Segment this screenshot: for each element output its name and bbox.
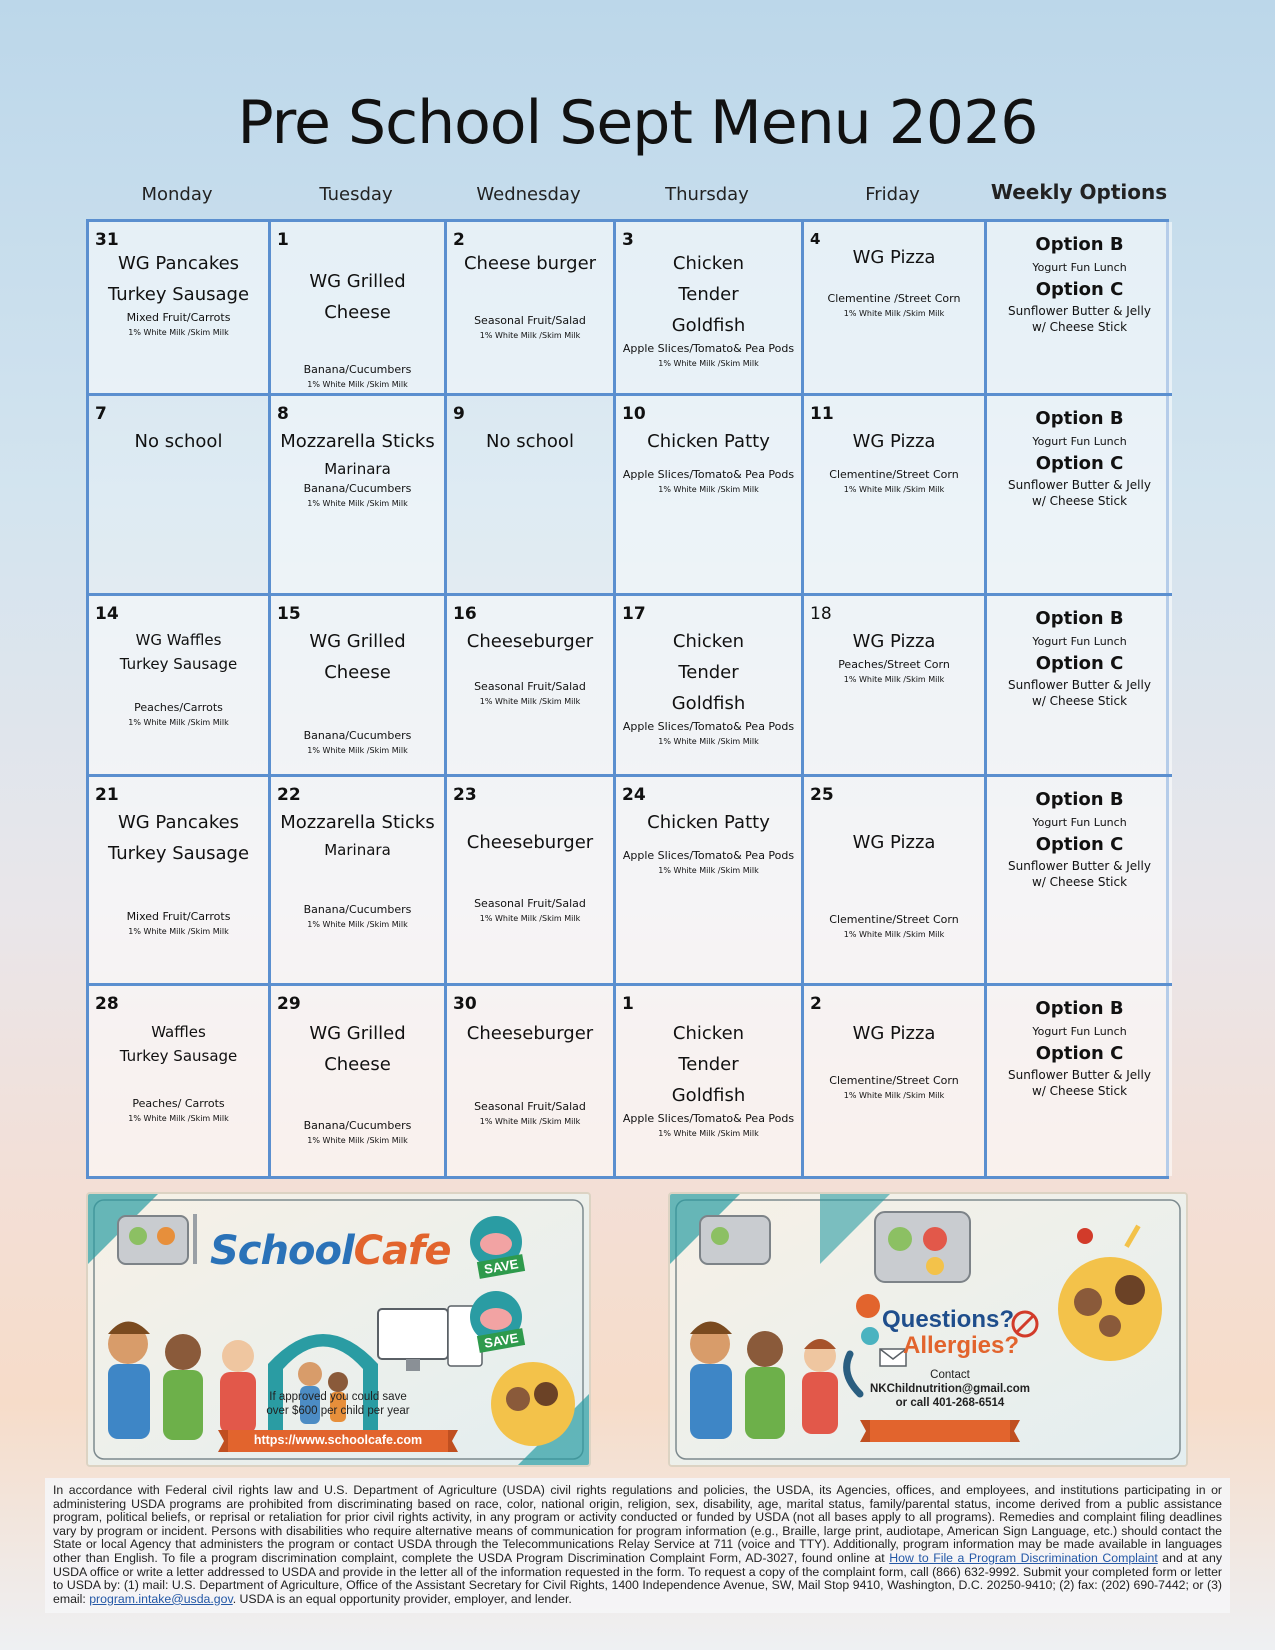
- milk-options: 1% White Milk /Skim Milk: [128, 328, 229, 337]
- entree-sauce: Marinara: [324, 841, 391, 859]
- no-school-label: No school: [134, 431, 223, 452]
- entree: WG Pizza: [852, 247, 936, 268]
- side-items: Clementine /Street Corn: [827, 292, 961, 305]
- side-items: Apple Slices/Tomato& Pea Pods: [622, 849, 795, 862]
- milk-options: 1% White Milk /Skim Milk: [307, 380, 408, 389]
- option-b-label: Option B: [1035, 998, 1124, 1019]
- entree: Goldfish: [671, 1085, 746, 1106]
- weekly-options-cell: [987, 596, 1172, 777]
- no-school-label: No school: [486, 431, 574, 452]
- milk-options: 1% White Milk /Skim Milk: [479, 697, 581, 706]
- weekly-options-cell: [987, 222, 1172, 396]
- option-c-label: Option C: [1035, 834, 1124, 855]
- save-badge: SAVE: [477, 1328, 526, 1353]
- day-number: 7: [95, 404, 107, 424]
- option-c-label: Option C: [1035, 279, 1124, 300]
- milk-options: 1% White Milk /Skim Milk: [128, 1114, 229, 1123]
- milk-options: 1% White Milk /Skim Milk: [307, 1136, 408, 1145]
- option-c-desc: Sunflower Butter & Jelly: [1008, 1068, 1151, 1082]
- milk-options: 1% White Milk /Skim Milk: [843, 675, 945, 684]
- entree: WG Pizza: [852, 431, 936, 452]
- day-number: 17: [622, 604, 646, 624]
- day-number: 23: [453, 785, 477, 805]
- day-cell: [89, 396, 271, 596]
- entree: Turkey Sausage: [107, 284, 250, 305]
- side-items: Seasonal Fruit/Salad: [474, 314, 586, 327]
- entree: WG Waffles: [135, 631, 222, 649]
- day-cell: [447, 222, 616, 396]
- option-c-label: Option C: [1035, 1043, 1124, 1064]
- option-c-desc: w/ Cheese Stick: [1031, 320, 1128, 334]
- day-cell: [804, 777, 987, 986]
- entree: WG Grilled: [309, 631, 406, 652]
- day-cell: [271, 222, 447, 396]
- side-items: Peaches/ Carrots: [132, 1097, 225, 1110]
- day-cell: [271, 596, 447, 777]
- disclaimer-text: . USDA is an equal opportunity provider, employer, and lender.: [232, 1591, 572, 1606]
- side-items: Apple Slices/Tomato& Pea Pods: [622, 468, 795, 481]
- day-cell: [89, 777, 271, 986]
- entree: WG Pizza: [852, 631, 936, 652]
- milk-options: 1% White Milk /Skim Milk: [658, 359, 759, 368]
- entree: Turkey Sausage: [107, 843, 250, 864]
- questions-allergies-banner: [668, 1192, 1188, 1467]
- day-cell: [804, 396, 987, 596]
- entree: Tender: [678, 1054, 739, 1075]
- day-cell: [616, 986, 804, 1176]
- entree: Turkey Sausage: [119, 1047, 238, 1065]
- day-number: 4: [810, 230, 821, 248]
- option-b-desc: Yogurt Fun Lunch: [1032, 261, 1127, 274]
- option-c-desc: Sunflower Butter & Jelly: [1008, 304, 1151, 318]
- milk-options: 1% White Milk /Skim Milk: [658, 737, 759, 746]
- entree: WG Pancakes: [117, 812, 240, 833]
- day-cell: [616, 777, 804, 986]
- milk-options: 1% White Milk /Skim Milk: [307, 746, 408, 755]
- page-title: Pre School Sept Menu 2026: [237, 88, 1038, 158]
- entree: Cheese: [324, 302, 391, 323]
- entree: Tender: [678, 662, 739, 683]
- side-items: Seasonal Fruit/Salad: [474, 897, 586, 910]
- side-items: Clementine/Street Corn: [829, 468, 959, 481]
- side-items: Mixed Fruit/Carrots: [126, 311, 231, 324]
- milk-options: 1% White Milk /Skim Milk: [479, 914, 581, 923]
- option-c-desc: Sunflower Butter & Jelly: [1008, 478, 1151, 492]
- milk-options: 1% White Milk /Skim Milk: [843, 930, 945, 939]
- header-monday: Monday: [141, 184, 213, 205]
- milk-options: 1% White Milk /Skim Milk: [128, 927, 229, 936]
- entree: Chicken Patty: [647, 812, 770, 833]
- option-b-label: Option B: [1035, 408, 1124, 429]
- disclaimer-text: In accordance with Federal civil rights law and U.S. Department of Agriculture (USDA) civil rights regulations and policies, the USDA, its Agencies, offices, and employees, and institutions participating in or administering USDA programs are prohibited from discriminating based on race, color, national origin, religion, sex, disability, age, marital status, family/parental status, income derived from a public assistance program, political beliefs, or reprisal or retaliation for prior civil rights activity, in any program or activity conducted or funded by USDA (not all bases apply to all programs). Remedies and complaint filing deadlines vary by program or incident. Persons with disabilities who require alternative means of communication for program information (e.g., Braille, large print, audiotape, American Sign Language, etc.) should contact the State or local Agency that administers the program or contact USDA through the Telecommunications Relay Service at 711 (voice and TTY). Additionally, program information may be made available in languages other than English. To file a program discrimination complaint, complete the USDA Program Discrimination Complaint Form, AD-3027, found online at: [53, 1483, 1222, 1565]
- option-c-desc: Sunflower Butter & Jelly: [1008, 859, 1151, 873]
- header-tuesday: Tuesday: [319, 184, 393, 205]
- option-c-label: Option C: [1035, 653, 1124, 674]
- entree: WG Pizza: [852, 1023, 936, 1044]
- day-cell: [447, 777, 616, 986]
- schoolcafe-banner: [86, 1192, 591, 1467]
- option-b-label: Option B: [1035, 608, 1124, 629]
- option-b-desc: Yogurt Fun Lunch: [1032, 1025, 1127, 1038]
- side-items: Seasonal Fruit/Salad: [474, 1100, 586, 1113]
- allergies-heading: Allergies?: [903, 1332, 1020, 1359]
- entree: Goldfish: [671, 693, 746, 714]
- usda-disclaimer: [45, 1478, 1230, 1613]
- contact-block: [860, 1368, 1040, 1410]
- option-c-label: Option C: [1035, 453, 1124, 474]
- option-b-label: Option B: [1035, 234, 1124, 255]
- milk-options: 1% White Milk /Skim Milk: [658, 1129, 759, 1138]
- savings-line-2: over $600 per child per year: [266, 1405, 410, 1417]
- option-c-desc: w/ Cheese Stick: [1031, 875, 1128, 889]
- day-cell: [89, 596, 271, 777]
- day-number: 2: [453, 230, 465, 250]
- milk-options: 1% White Milk /Skim Milk: [843, 1091, 945, 1100]
- header-wednesday: Wednesday: [476, 184, 581, 205]
- day-number: 21: [95, 785, 119, 805]
- side-items: Banana/Cucumbers: [303, 1119, 412, 1132]
- disclaimer-text: and at any USDA office or write a letter addressed to USDA and provide in the letter all of the information requested in the form. To request a copy of the complaint form, call (866) 632-9992. Submit your completed form or letter to USDA by: (1) mail: U.S. Department of Agriculture, Office of the Assistant Secretary for Civil Rights, 1400 Independence Avenue, SW, Mail Stop 9410, Washington, D.C. 20250-9410; (2) fax: (202) 690-7442; or (3) email:: [53, 1550, 1222, 1606]
- side-items: Peaches/Carrots: [134, 701, 223, 714]
- header-thursday: Thursday: [665, 184, 749, 205]
- day-number: 2: [810, 994, 822, 1014]
- option-b-desc: Yogurt Fun Lunch: [1032, 435, 1127, 448]
- entree: Mozzarella Sticks: [280, 812, 435, 833]
- weekly-options-cell: [987, 396, 1172, 596]
- contact-phone[interactable]: or call 401-268-6514: [895, 1397, 1005, 1409]
- day-number: 9: [453, 404, 465, 424]
- contact-email[interactable]: NKChildnutrition@gmail.com: [869, 1383, 1031, 1395]
- side-items: Mixed Fruit/Carrots: [126, 910, 231, 923]
- side-items: Apple Slices/Tomato& Pea Pods: [622, 1112, 795, 1125]
- milk-options: 1% White Milk /Skim Milk: [479, 1117, 581, 1126]
- entree: Cheeseburger: [466, 1023, 594, 1044]
- day-cell: [804, 596, 987, 777]
- schoolcafe-logo: [210, 1228, 451, 1274]
- day-cell: [447, 396, 616, 596]
- entree-sauce: Marinara: [324, 460, 391, 478]
- milk-options: 1% White Milk /Skim Milk: [843, 309, 945, 318]
- day-number: 22: [277, 785, 301, 805]
- day-cell: [616, 222, 804, 396]
- entree: Chicken: [672, 631, 745, 652]
- day-number: 8: [277, 404, 289, 424]
- day-cell: [271, 986, 447, 1176]
- day-cell: [616, 396, 804, 596]
- day-number: 15: [277, 604, 301, 624]
- milk-options: 1% White Milk /Skim Milk: [128, 718, 229, 727]
- complaint-link[interactable]: How to File a Program Discrimination Complaint: [889, 1550, 1158, 1565]
- day-cell: [89, 986, 271, 1176]
- option-c-desc: w/ Cheese Stick: [1031, 494, 1128, 508]
- schoolcafe-url[interactable]: https://www.schoolcafe.com: [253, 1433, 423, 1447]
- day-number: 3: [622, 230, 634, 250]
- usda-email-link[interactable]: program.intake@usda.gov: [89, 1591, 233, 1606]
- entree: Cheese: [324, 1054, 391, 1075]
- day-number: 16: [453, 604, 477, 624]
- option-b-desc: Yogurt Fun Lunch: [1032, 635, 1127, 648]
- menu-calendar: [86, 219, 1169, 1179]
- day-number: 10: [622, 404, 646, 424]
- option-c-desc: w/ Cheese Stick: [1031, 1084, 1128, 1098]
- entree: Goldfish: [671, 315, 746, 336]
- header-weekly-options: Weekly Options: [990, 180, 1168, 204]
- day-number: 11: [810, 404, 834, 424]
- day-cell: [616, 596, 804, 777]
- side-items: Seasonal Fruit/Salad: [474, 680, 586, 693]
- entree: Chicken: [672, 253, 745, 274]
- side-items: Banana/Cucumbers: [303, 363, 412, 376]
- entree: Waffles: [151, 1023, 206, 1041]
- milk-options: 1% White Milk /Skim Milk: [843, 485, 945, 494]
- savings-line-1: If approved you could save: [269, 1391, 407, 1403]
- milk-options: 1% White Milk /Skim Milk: [658, 866, 759, 875]
- day-cell: [89, 222, 271, 396]
- day-number: 24: [622, 785, 646, 805]
- day-number: 25: [810, 785, 834, 805]
- entree: Chicken Patty: [647, 431, 770, 452]
- side-items: Banana/Cucumbers: [303, 482, 412, 495]
- entree: Cheese: [324, 662, 391, 683]
- option-c-desc: w/ Cheese Stick: [1031, 694, 1128, 708]
- entree: Chicken: [672, 1023, 745, 1044]
- weekly-options-cell: [987, 777, 1172, 986]
- day-number: 1: [622, 994, 634, 1014]
- day-cell: [804, 222, 987, 396]
- milk-options: 1% White Milk /Skim Milk: [658, 485, 759, 494]
- header-friday: Friday: [865, 184, 920, 205]
- weekly-options-cell: [987, 986, 1172, 1176]
- option-b-desc: Yogurt Fun Lunch: [1032, 816, 1127, 829]
- side-items: Banana/Cucumbers: [303, 729, 412, 742]
- entree: WG Pizza: [852, 832, 936, 853]
- entree: Turkey Sausage: [119, 655, 238, 673]
- milk-options: 1% White Milk /Skim Milk: [307, 499, 408, 508]
- side-items: Apple Slices/Tomato& Pea Pods: [622, 342, 795, 355]
- option-b-label: Option B: [1035, 789, 1124, 810]
- day-number: 14: [95, 604, 119, 624]
- side-items: Clementine/Street Corn: [829, 913, 959, 926]
- schoolcafe-logo-part-2: Cafe: [353, 1228, 451, 1274]
- side-items: Banana/Cucumbers: [303, 903, 412, 916]
- entree: Cheese burger: [463, 253, 597, 274]
- day-number: 31: [95, 230, 119, 250]
- entree: Cheeseburger: [466, 631, 594, 652]
- side-items: Clementine/Street Corn: [829, 1074, 959, 1087]
- entree: Cheeseburger: [466, 832, 594, 853]
- entree: WG Grilled: [309, 1023, 406, 1044]
- entree: Mozzarella Sticks: [280, 431, 435, 452]
- savings-text: [248, 1390, 428, 1418]
- day-cell: [804, 986, 987, 1176]
- day-cell: [447, 596, 616, 777]
- day-number: 1: [277, 230, 289, 250]
- entree: WG Pancakes: [117, 253, 240, 274]
- entree: Tender: [678, 284, 739, 305]
- schoolcafe-logo-part-1: School: [210, 1228, 354, 1274]
- questions-heading: Questions?: [882, 1306, 1015, 1333]
- option-c-desc: Sunflower Butter & Jelly: [1008, 678, 1151, 692]
- side-items: Peaches/Street Corn: [838, 658, 950, 671]
- day-number: 28: [95, 994, 119, 1014]
- day-cell: [447, 986, 616, 1176]
- side-items: Apple Slices/Tomato& Pea Pods: [622, 720, 795, 733]
- save-badge: SAVE: [477, 1254, 526, 1279]
- contact-label: Contact: [930, 1369, 970, 1381]
- day-cell: [271, 396, 447, 596]
- day-cell: [271, 777, 447, 986]
- day-number: 18: [810, 604, 832, 624]
- milk-options: 1% White Milk /Skim Milk: [479, 331, 581, 340]
- day-number: 29: [277, 994, 301, 1014]
- day-number: 30: [453, 994, 477, 1014]
- entree: WG Grilled: [309, 271, 406, 292]
- milk-options: 1% White Milk /Skim Milk: [307, 920, 408, 929]
